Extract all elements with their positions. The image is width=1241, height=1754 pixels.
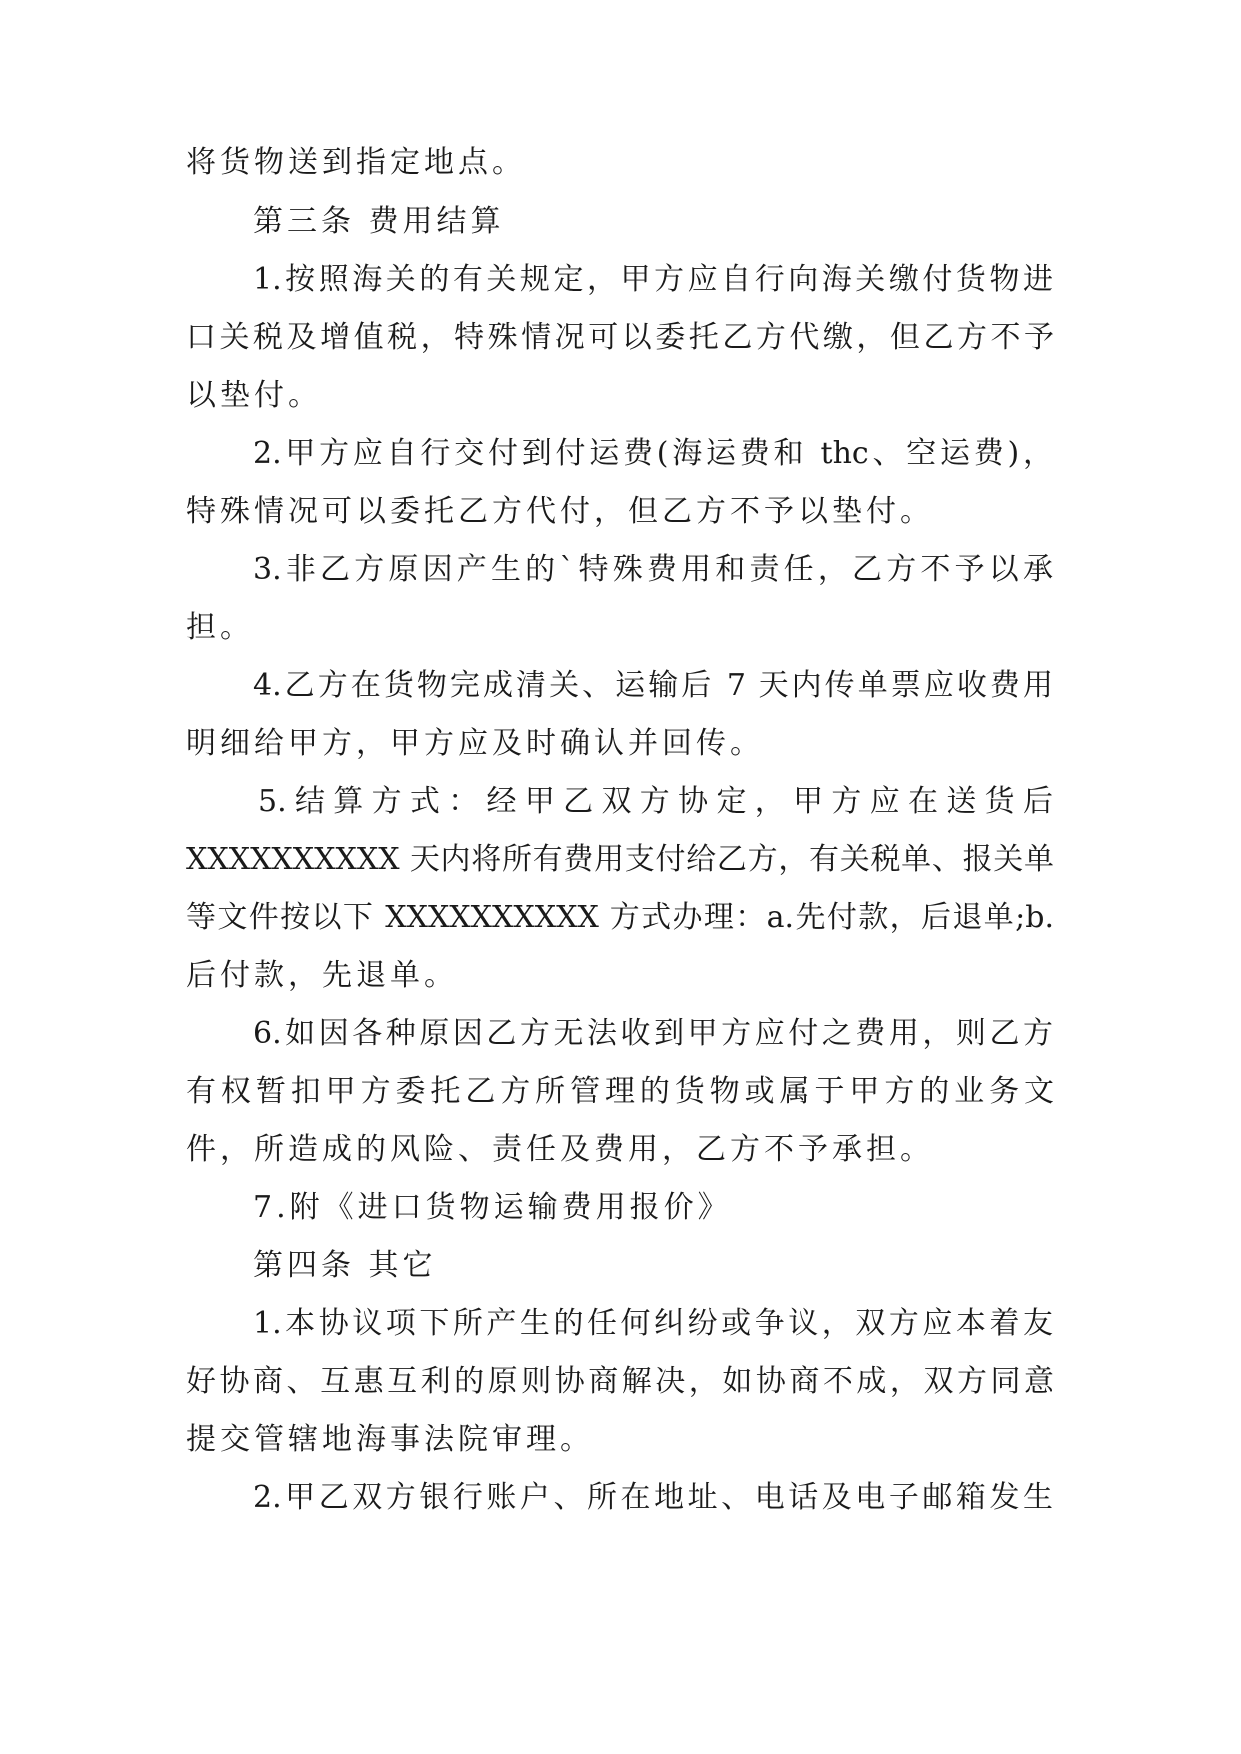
text-line: XXXXXXXXXX 天内将所有费用支付给乙方，有关税单、报关单 xyxy=(186,842,1054,877)
text-line: 特殊情况可以委托乙方代付，但乙方不予以垫付。 xyxy=(186,494,934,529)
text-line: 等文件按以下 XXXXXXXXXX 方式办理：a.先付款，后退单;b. xyxy=(186,900,1054,935)
text-line: 以垫付。 xyxy=(186,378,322,413)
text-line: 明细给甲方，甲方应及时确认并回传。 xyxy=(186,726,764,761)
text-line: 5.结算方式：经甲乙双方协定，甲方应在送货后 xyxy=(258,784,1053,819)
text-line: 7.附《进口货物运输费用报价》 xyxy=(253,1190,732,1225)
text-line: 1.本协议项下所产生的任何纠纷或争议，双方应本着友 xyxy=(253,1306,1053,1341)
text-line: 后付款，先退单。 xyxy=(186,958,458,993)
text-line: 将货物送到指定地点。 xyxy=(186,145,526,180)
text-line: 好协商、互惠互利的原则协商解决，如协商不成，双方同意 xyxy=(186,1364,1054,1399)
text-line: 口关税及增值税，特殊情况可以委托乙方代缴，但乙方不予 xyxy=(186,320,1054,355)
text-line: 件，所造成的风险、责任及费用，乙方不予承担。 xyxy=(186,1132,934,1167)
text-line: 4.乙方在货物完成清关、运输后 7 天内传单票应收费用 xyxy=(253,668,1053,703)
text-line: 6.如因各种原因乙方无法收到甲方应付之费用，则乙方 xyxy=(253,1016,1053,1051)
text-line: 1.按照海关的有关规定，甲方应自行向海关缴付货物进 xyxy=(253,262,1053,297)
text-line: 2.甲方应自行交付到付运费(海运费和 thc、空运费)， xyxy=(253,436,1053,471)
text-line: 有权暂扣甲方委托乙方所管理的货物或属于甲方的业务文 xyxy=(186,1074,1054,1109)
text-line: 3.非乙方原因产生的`特殊费用和责任，乙方不予以承 xyxy=(253,552,1053,587)
section-heading: 第三条 费用结算 xyxy=(253,204,505,239)
text-line: 提交管辖地海事法院审理。 xyxy=(186,1422,594,1457)
text-line: 2.甲乙双方银行账户、所在地址、电话及电子邮箱发生 xyxy=(253,1480,1053,1515)
text-line: 担。 xyxy=(186,610,254,645)
section-heading: 第四条 其它 xyxy=(253,1248,437,1283)
